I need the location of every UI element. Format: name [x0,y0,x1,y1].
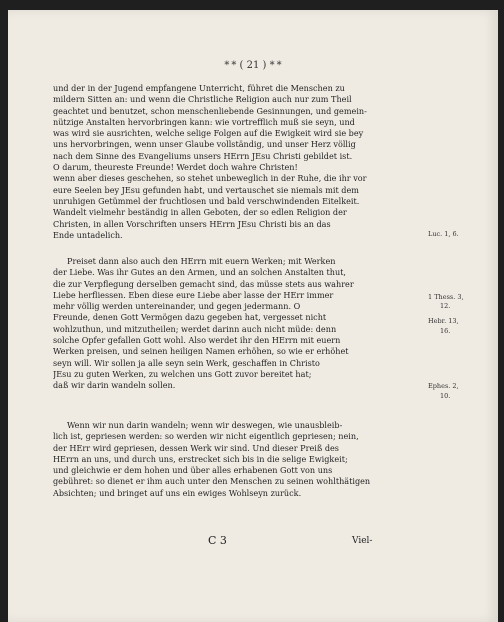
text-line: Ende untadelich. [53,229,123,240]
text-line: und gleichwie er dem hohen und über alles erhabenen Gott von uns [53,465,333,476]
margin-note: 10. [440,392,451,400]
text-line: Absichten; und bringet auf uns ein ewiges Wohlseyn zurück. [53,487,302,498]
text-line: gebühret: so dienet er ihm auch unter den Menschen zu seinen wohlthätigen [53,476,371,487]
text-line: was wird sie ausrichten, welche selige Folgen auf die Ewigkeit wird sie bey [53,128,364,139]
text-line: nützige Anstalten hervorbringen kann: wie vortrefflich muß sie seyn, und [53,116,355,127]
text-line: wenn aber dieses geschehen, so stehet unbeweglich in der Ruhe, die ihr vor [53,173,367,184]
text-line: lich ist, gepriesen werden: so werden wir nicht eigentlich gepriesen; nein, [53,431,359,442]
paragraph-3 [53,420,428,499]
text-line: Wandelt vielmehr beständig in allen Geboten, der so edlen Religion der [53,207,347,218]
text-line: JEsu zu guten Werken, zu welchen uns Gott zuvor bereitet hat; [53,368,312,379]
text-line: nach dem Sinne des Evangeliums unsers HErrn JEsu Christi gebildet ist. [53,150,353,161]
text-line: und der in der Jugend empfangene Unterricht, führet die Menschen zu [53,83,345,93]
text-line: mildern Sitten an: und wenn die Christliche Religion auch nur zum Theil [53,94,352,105]
text-line: der HErr wird gepriesen, dessen Werk wir sind. Und dieser Preiß des [53,442,339,453]
signature-mark: C 3 [208,534,227,547]
text-line: O darum, theureste Freunde! Werdet doch wahre Christen! [53,162,298,173]
text-line: mehr völlig werden untereinander, und gegen jedermann. O [53,301,301,312]
text-line: wohlzuthun, und mitzutheilen; werdet darinn auch nicht müde: denn [53,323,337,334]
text-line: geachtet und benutzet, schon menschenliebende Gesinnungen, und gemein- [53,105,367,116]
margin-note: Luc. 1, 6. [428,230,459,238]
margin-note: Ephes. 2, [428,382,459,390]
text-line: solche Opfer gefallen Gott wohl. Also werdet ihr den HErrn mit euern [53,335,341,346]
text-line: Liebe herfliessen. Eben diese eure Liebe aber lasse der HErr immer [53,289,334,300]
margin-note: 1 Thess. 3, [428,293,464,301]
text-line: Wenn wir nun darin wandeln; wenn wir deswegen, wie unausbleib- [67,420,343,430]
text-line: uns hervorbringen, wenn unser Glaube vollständig, und unser Herz völlig [53,139,356,150]
text-line: eure Seelen bey JEsu gefunden habt, und vertauschet sie niemals mit dem [53,184,359,195]
text-line: die zur Verpflegung derselben gemacht sind, das müsse stets aus wahrer [53,278,354,289]
paragraph-1 [53,83,428,241]
text-line: Christen, in allen Vorschriften unsers HErrn JEsu Christi bis an das [53,218,331,229]
text-line: seyn will. Wir sollen ja alle seyn sein Werk, geschaffen in Christo [53,357,320,368]
text-line: unruhigen Getümmel der fruchtlosen und bald verschwindenden Eitelkeit. [53,195,360,206]
document-page [8,10,498,622]
text-line: Werken preisen, und seinen heiligen Namen erhöhen, so wie er erhöhet [53,346,349,357]
text-line: Freunde, denen Gott Vermögen dazu gegeben hat, vergesset nicht [53,312,327,323]
margin-note: Hebr. 13, [428,317,459,325]
text-line: daß wir darin wandeln sollen. [53,380,176,391]
text-line: HErrn an uns, und durch uns, erstrecket sich bis in die selige Ewigkeit; [53,453,348,464]
paragraph-2 [53,256,428,392]
page-header: * * ( 21 ) * * [224,60,282,71]
text-line: Preiset dann also auch den HErrn mit euern Werken; mit Werken [67,256,336,266]
margin-note: 16. [440,327,451,335]
text-line: der Liebe. Was ihr Gutes an den Armen, und an solchen Anstalten thut, [53,267,346,278]
margin-note: 12. [440,302,451,310]
catchword: Viel- [352,536,373,546]
